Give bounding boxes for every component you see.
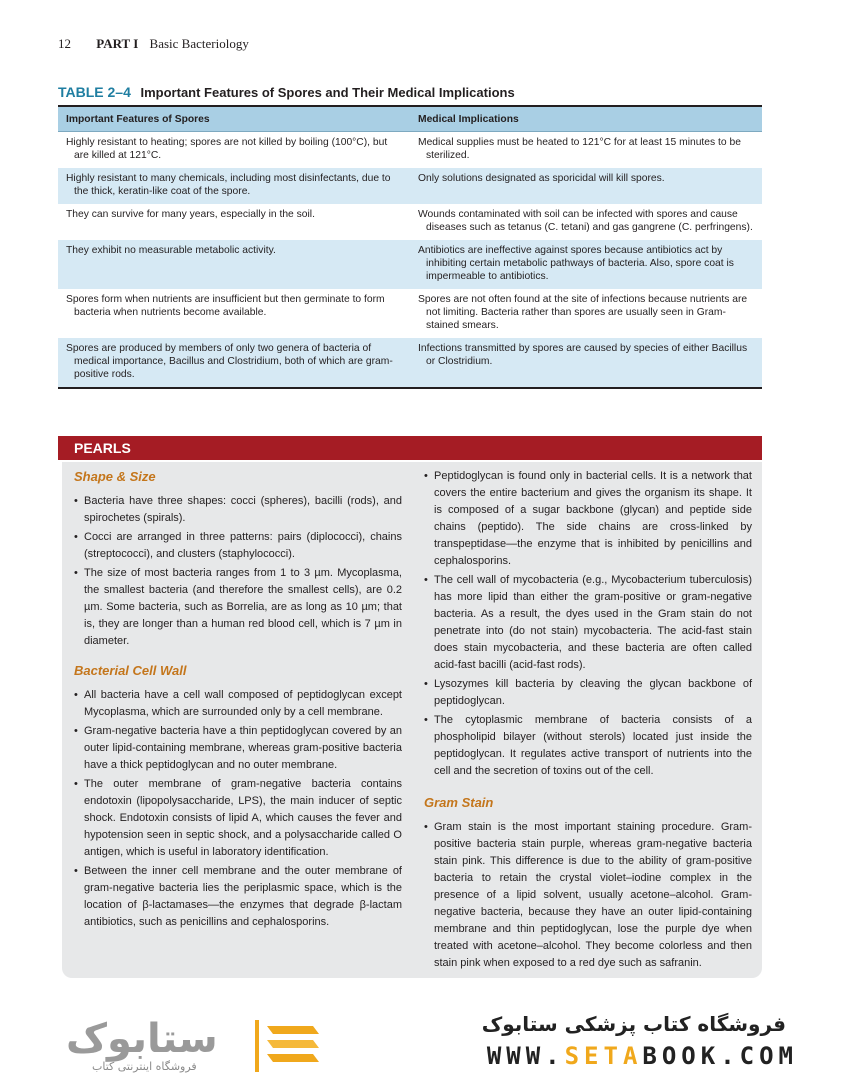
table-row xyxy=(58,289,762,338)
list-item: • Peptidoglycan is found only in bacterial cells. It is a network that covers the entire bacterium and gives the organism its shape. It is composed of a sugar backbone (glycan) and peptide side chains (peptido). The side chains are cross-linked by transpeptidase—the enzyme that is inhibited by penicillins and cephalosporins. xyxy=(424,468,752,570)
part-title: Basic Bacteriology xyxy=(149,36,249,51)
table-caption xyxy=(58,84,515,100)
cell-wall-list-continued xyxy=(424,468,752,780)
list-item: • Lysozymes kill bacteria by cleaving the glycan backbone of peptidoglycan. xyxy=(424,676,752,710)
table-row xyxy=(58,338,762,388)
column-header-features: Important Features of Spores xyxy=(58,106,410,132)
shop-url: WWW.SETABOOK.COM xyxy=(486,1042,798,1070)
list-item: • Between the inner cell membrane and the outer membrane of gram-negative bacteria lies the periplasmic space, which is the location of β-lactamases—the enzymes that degrade β-lactam antibiotics, such as penicillins and cephalosporins. xyxy=(74,863,402,931)
shape-list xyxy=(74,493,402,650)
feature-cell: Highly resistant to many chemicals, including most disinfectants, due to the thick, keratin-like coat of the spore. xyxy=(66,173,391,197)
list-item: • The outer membrane of gram-negative bacteria contains endotoxin (lipopolysaccharide, LPS), the main inducer of septic shock. Endotoxin consists of lipid A, which causes the fever and hypotension seen in septic shock, and a polysaccharide called O antigen, which is useful in laboratory identification. xyxy=(74,776,402,861)
page-number: 12 xyxy=(58,36,71,51)
feature-cell: Spores are produced by members of only two genera of bacteria of medical importance, Bacillus and Clostridium, both of which are gram-positive rods. xyxy=(66,343,393,380)
list-item: • The size of most bacteria ranges from 1 to 3 µm. Mycoplasma, the smallest bacteria (and therefore the smallest cells), are 0.2 µm. Some bacteria, such as Borrelia, are as long as 10 µm; that is, they are longer than a human red blood cell, which is 7 µm in diameter. xyxy=(74,565,402,650)
feature-cell: Highly resistant to heating; spores are not killed by boiling (100°C), but are killed at 121°C. xyxy=(66,137,388,161)
feature-cell: They exhibit no measurable metabolic activity. xyxy=(66,245,276,256)
logo-wordmark: ستابوک xyxy=(66,1016,218,1062)
table-row xyxy=(58,204,762,240)
feature-cell: They can survive for many years, especially in the soil. xyxy=(66,209,315,220)
implication-cell: Wounds contaminated with soil can be infected with spores and cause diseases such as tetanus (C. tetani) and gas gangrene (C. perfringens). xyxy=(418,209,753,233)
part-label: PART I xyxy=(96,36,139,51)
pearls-title: PEARLS xyxy=(74,440,131,456)
section-heading-shape: Shape & Size xyxy=(74,469,156,484)
table-row xyxy=(58,132,762,169)
list-item: • All bacteria have a cell wall composed of peptidoglycan except Mycoplasma, which are surrounded only by a cell membrane. xyxy=(74,687,402,721)
cell-wall-list xyxy=(74,687,402,931)
list-item: • The cytoplasmic membrane of bacteria consists of a phospholipid bilayer (without sterols) located just inside the peptidoglycan. It regulates active transport of nutrients into the cell and the secretion of toxins out of the cell. xyxy=(424,712,752,780)
pearls-left-column xyxy=(74,462,402,933)
shop-name: فروشگاه کتاب پزشکی ستابوک xyxy=(481,1012,786,1036)
pearls-banner xyxy=(58,436,762,460)
logo-subtitle: فروشگاه اینترنتی کتاب xyxy=(92,1060,197,1073)
running-header xyxy=(58,36,249,52)
spores-table xyxy=(58,105,762,389)
section-heading-gram-stain: Gram Stain xyxy=(424,795,494,810)
feature-cell: Spores form when nutrients are insufficient but then germinate to form bacteria when nutrients become available. xyxy=(66,294,385,318)
list-item: • Bacteria have three shapes: cocci (spheres), bacilli (rods), and spirochetes (spirals). xyxy=(74,493,402,527)
column-header-implications: Medical Implications xyxy=(410,106,762,132)
pearls-right-column xyxy=(424,462,752,974)
pearls-panel xyxy=(62,462,762,978)
table-row xyxy=(58,168,762,204)
table-title: Important Features of Spores and Their Medical Implications xyxy=(140,85,515,100)
implication-cell: Spores are not often found at the site of infections because nutrients are not limiting. Bacteria rather than spores are usually seen in Gram-stained smears. xyxy=(418,294,748,331)
implication-cell: Medical supplies must be heated to 121°C for at least 15 minutes to be sterilized. xyxy=(418,137,741,161)
implication-cell: Infections transmitted by spores are caused by species of either Bacillus or Clostridium. xyxy=(418,343,748,367)
list-item: • Cocci are arranged in three patterns: pairs (diplococci), chains (streptococci), and clusters (staphylococci). xyxy=(74,529,402,563)
implication-cell: Antibiotics are ineffective against spores because antibiotics act by inhibiting certain metabolic pathways of bacteria. Also, spore coat is impermeable to antibiotics. xyxy=(418,245,734,282)
list-item: • Gram-negative bacteria have a thin peptidoglycan covered by an outer lipid-containing membrane, whereas gram-positive bacteria have a thick peptidoglycan and no outer membrane. xyxy=(74,723,402,774)
section-heading-cell-wall: Bacterial Cell Wall xyxy=(74,663,187,678)
list-item: • The cell wall of mycobacteria (e.g., Mycobacterium tuberculosis) has more lipid than either the gram-positive or gram-negative bacteria. As a result, the dyes used in the Gram stain do not penetrate into (do not stain) mycobacteria. The acid-fast stain does stain mycobacteria, and these bacteria are often called acid-fast bacilli (acid-fast rods). xyxy=(424,572,752,674)
book-stack-icon xyxy=(255,1020,325,1072)
table-row xyxy=(58,240,762,289)
list-item: • Gram stain is the most important staining procedure. Gram-positive bacteria stain purple, whereas gram-negative bacteria stain pink. This difference is due to the ability of gram-positive bacteria to retain the crystal violet–iodine complex in the presence of a lipid solvent, usually acetone–alcohol. Gram-negative bacteria, because they have an outer lipid-containing membrane and thin peptidoglycan, lose the purple dye when treated with acetone–alcohol. They become colorless and then stain pink when exposed to a red dye such as safranin. xyxy=(424,819,752,972)
implication-cell: Only solutions designated as sporicidal will kill spores. xyxy=(418,173,665,184)
gram-stain-list xyxy=(424,819,752,972)
table-header-row xyxy=(58,106,762,132)
setabook-logo xyxy=(66,1016,246,1074)
table-number: TABLE 2–4 xyxy=(58,84,131,100)
